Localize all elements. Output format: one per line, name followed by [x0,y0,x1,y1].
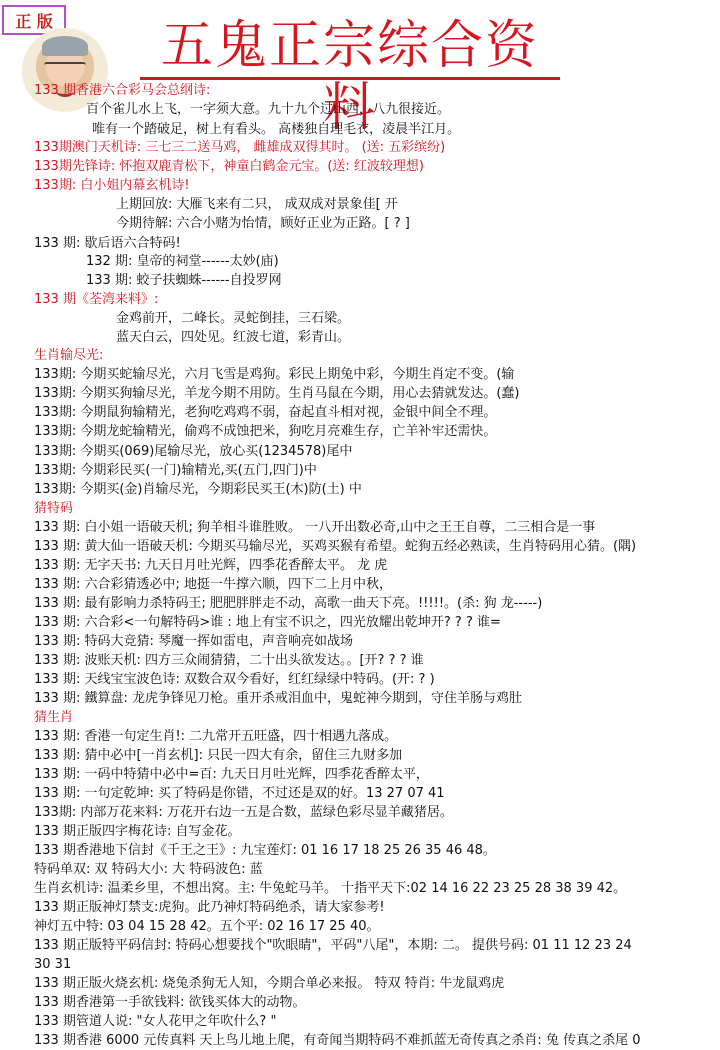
text-line: 今期待解: 六合小赌为怡情，顾好正业为正路。[ ? ] [116,216,410,231]
text-line: 133 期管道人说: "女人花甲之年吹什么? " [34,1014,277,1029]
section-heading: 133 期香港六合彩马会总纲诗: [34,83,211,98]
avatar-hair-shape [42,36,88,56]
text-line: 133 期: 天线宝宝波色诗: 双数合双今看好，红红绿绿中特码。(开: ? ) [34,672,435,687]
avatar-glasses-shape [44,62,86,74]
text-line: 唯有一个踏破足，树上有看头。 高楼独自理毛衣，凌晨半江月。 [92,122,461,137]
text-line: 133 期正版火烧玄机: 烧兔杀狗无人知，今期合单必来报。 特双 特肖: 牛龙鼠鸡虎 [34,976,505,991]
text-line: 133 期: 波账天机: 四方三众闹猜猜，二十出头欲发达。。[开? ? ? 谁 [34,653,424,668]
page-title: 五鬼正宗综合资料 [140,15,560,80]
text-line: 133 期: 一码中特猜中必中=百: 九天日月吐光辉，四季花香醉太平， [34,767,429,782]
text-line: 133 期: 无字天书: 九天日月吐光辉，四季花香醉太平。 龙 虎 [34,558,388,573]
text-line: 133 期: 一句定乾坤: 买了特码是你错，不过还是双的好。13 27 07 41 [34,786,445,801]
text-line: 金鸡前开，二峰长。灵蛇倒挂，三石梁。 [116,311,351,326]
text-line: 133 期: 最有影响力杀特码王; 肥肥胖胖走不动，高歌一曲天下亮。!!!!!。(杀: 狗 龙-----) [34,596,543,611]
text-line: 上期回放: 大雁飞来有二只， 成双成对景象佳[ 开 [116,197,398,212]
text-line: 133期: 内部万花来料: 万花开右边一五是合数，蓝绿色彩尽显羊藏猪居。 [34,805,453,820]
text-line: 133期: 今期鼠狗输精光，老狗吃鸡鸡不弱，奋起直斗相对视，金银中间全不理。 [34,405,497,420]
text-line: 133期: 今期买狗输尽光，羊龙今期不用防。生肖马鼠在今期，用心去猜就发达。(蠢) [34,386,520,401]
text-line: 133 期正版特平码信封: 特码心想要找个"吹眼睛"，平码"八尾"，本期: 二。 提供号码: 01 11 12 23 24 [34,938,632,953]
text-line: 133 期: 白小姐一语破天机; 狗羊相斗谁胜败。 一八开出数必奇,山中之王王自尊，二三相合是一事 [34,520,596,535]
text-line: 133 期: 六合彩<一句解特码>谁 : 地上有宝不识之，四光放耀出乾坤开? ? ? 谁= [34,615,501,630]
section-heading: 猜特码 [34,501,74,516]
text-line: 生肖玄机诗: 温柔乡里，不想出窝。主: 牛兔蛇马羊。 十指平天下:02 14 16 22 23 25 28 38 39 42。 [34,881,627,896]
text-line: 133期: 今期买(069)尾输尽光，放心买(1234578)尾中 [34,444,353,459]
section-heading: 133期澳门天机诗: 三七三二送马鸡， 雌雄成双得其时。 (送: 五彩缤纷) [34,140,446,155]
text-line: 百个雀儿水上飞，一字须大意。九十九个过山西，八九很接近。 [86,102,451,117]
text-line: 133 期正版神灯禁支:虎狗。此乃神灯特码绝杀，请大家参考! [34,900,385,915]
section-heading: 猜生肖 [34,710,74,725]
edition-badge: 正 版 [2,5,66,35]
text-line: 神灯五中特: 03 04 15 28 42。五个平: 02 16 17 25 40。 [34,919,380,934]
text-line: 133 期: 鐵算盘: 龙虎争锋见刀枪。重开杀戒泪血中，鬼蛇神今期到，守住羊肠与鸡肚 [34,691,522,706]
text-line: 133 期: 蛟子扶蜘蛛------自投罗网 [86,273,282,288]
text-line: 蓝天白云，四处见。红波七道，彩青山。 [116,330,351,345]
text-line: 133 期: 猜中必中[一肖玄机]: 只民一四大有余，留住三九财多加 [34,748,403,763]
text-line: 133期: 今期彩民买(一门)输精光,买(五门,四门)中 [34,463,317,478]
text-line: 133期: 今期买(金)肖输尽光，今期彩民买王(木)防(土) 中 [34,482,362,497]
text-line: 133 期: 特码大竞猜: 琴魔一挥如雷电，声音响亮如战场 [34,634,353,649]
text-line: 133 期: 黄大仙一语破天机: 今期买马输尽光，买鸡买猴有希望。蛇狗五经必熟读，生肖特码用心猜。(隅) [34,539,637,554]
section-heading: 133 期《荃湾来料》: [34,292,159,307]
text-line: 133期: 今期龙蛇输精光，偷鸡不成蚀把米，狗吃月亮难生存，亡羊补牢还需快。 [34,424,497,439]
text-line: 133 期正版四字梅花诗: 自写金花。 [34,824,241,839]
text-line: 133 期香港地下信封《千王之王》: 九宝莲灯: 01 16 17 18 25 26 35 46 48。 [34,843,496,858]
text-line: 133 期: 六合彩猜透必中; 地挺一牛撑六顺，四下二上月中秋， [34,577,392,592]
text-line: 30 31 [34,957,72,972]
text-line: 132 期: 皇帝的祠堂------太妙(庙) [86,254,279,269]
text-line: 133 期香港 6000 元传真料 天上鸟儿地上爬，有奇闻当期特码不难抓蓝无奇传真之杀肖: 兔 传真之杀尾 0 [34,1033,641,1048]
text-line: 特码单双: 双 特码大小: 大 特码波色: 蓝 [34,862,263,877]
section-heading: 133期: 白小姐内幕玄机诗! [34,178,190,193]
text-line: 133 期: 香港一句定生肖!: 二九常开五旺盛，四十相遇九落成。 [34,729,398,744]
section-heading: 133期先锋诗: 怀抱双鹿青松下，神童白鹤金元宝。(送: 红波较理想) [34,159,424,174]
text-line: 133 期: 歇后语六合特码! [34,236,181,251]
text-line: 133 期香港第一手欲钱料: 欲钱买体大的动物。 [34,995,306,1010]
text-line: 133期: 今期买蛇输尽光，六月飞雪是鸡狗。彩民上期兔中彩，今期生肖定不变。(输 [34,367,515,382]
section-heading: 生肖输尽光: [34,348,104,363]
